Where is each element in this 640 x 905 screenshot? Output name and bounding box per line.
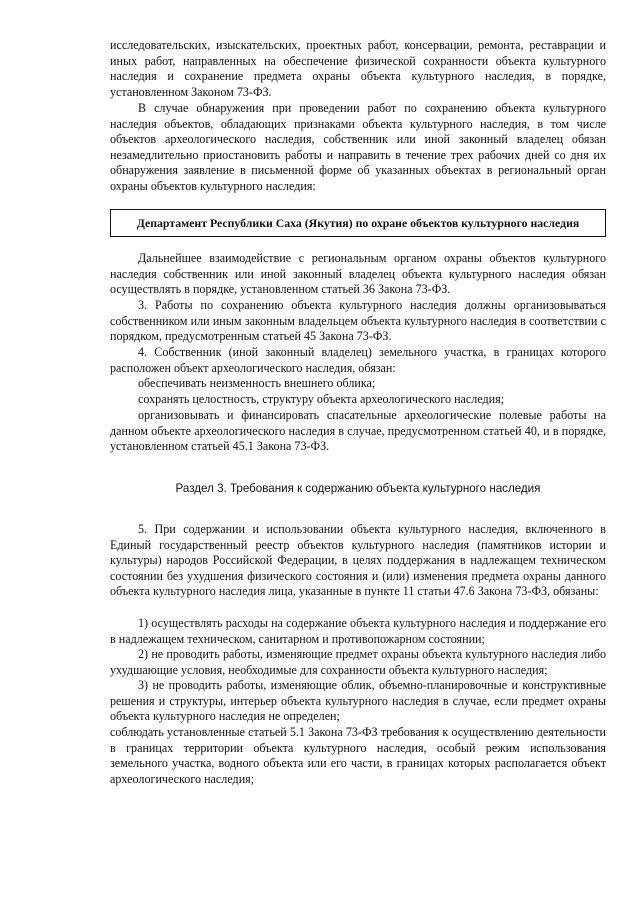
- paragraph-sub-1: 1) осуществлять расходы на содержание объекта культурного наследия и поддержание его в надлежащем техническом, санитарном и противопожарном состоянии;: [110, 616, 606, 646]
- agency-name: Департамент Республики Саха (Якутия) по охране объектов культурного наследия: [136, 215, 580, 230]
- agency-box: [110, 209, 606, 237]
- paragraph-item-5: 5. При содержании и использовании объекта культурного наследия, включенного в Единый государственный реестр объектов культурного наследия (памятников истории и культуры) народов Российской Федерации, в целях поддержания в надлежащем техническом состоянии без ухудшения физического состояния и (или) изменения предмета охраны данного объекта культурного наследия лица, указанные в пункте 11 статьи 47.6 Закона 73-ФЗ, обязаны:: [110, 522, 606, 599]
- paragraph-item-4-c: организовывать и финансировать спасательные археологические полевые работы на данном объекте археологического наследия в случае, предусмотренном статьей 40, и в порядке, установленном статьей 45.1 Закона 73-ФЗ.: [110, 408, 606, 454]
- section-3-heading: Раздел 3. Требования к содержанию объекта культурного наследия: [175, 482, 541, 495]
- paragraph-sub-2: 2) не проводить работы, изменяющие предмет охраны объекта культурного наследия либо ухудшающие условия, необходимые для сохранности объекта культурного наследия;: [110, 647, 606, 677]
- paragraph-top: исследовательских, изыскательских, проектных работ, консервации, ремонта, реставрации и иных работ, направленных на обеспечение физической сохранности объекта культурного наследия и сохранение предмета охраны объекта культурного наследия, в порядке, установленном Законом 73-ФЗ.: [110, 38, 606, 99]
- paragraph-item-4: 4. Собственник (иной законный владелец) земельного участка, в границах которого расположен объект археологического наследия, обязан:: [110, 345, 606, 375]
- paragraph-further: Дальнейшее взаимодействие с региональным органом охраны объектов культурного наследия собственник или иной законный владелец объекта культурного наследия обязан осуществлять в порядке, установленном статьей 36 Закона 73-ФЗ.: [110, 251, 606, 297]
- paragraph-item-3: 3. Работы по сохранению объекта культурного наследия должны организовываться собственником или иным законным владельцем объекта культурного наследия в соответствии с порядком, предусмотренным статьей 45 Закона 73-ФЗ.: [110, 298, 606, 344]
- paragraph-sub-4: соблюдать установленные статьей 5.1 Закона 73-ФЗ требования к осуществлению деятельности в границах территории объекта культурного наследия, особый режим использования земельного участка, водного объекта или его части, в границах которых располагается объект археологического наследия;: [110, 725, 606, 786]
- paragraph-item-4-a: обеспечивать неизменность внешнего облика;: [138, 376, 376, 390]
- paragraph-discovery: В случае обнаружения при проведении работ по сохранению объекта культурного наследия объектов, обладающих признаками объекта культурного наследия, в том числе объектов археологического наследия, собственник или иной законный владелец обязан незамедлительно приостановить работы и направить в течение трех рабочих дней со дня их обнаружения заявление в письменной форме об указанных объектах в региональный орган охраны объектов культурного наследия:: [110, 101, 606, 193]
- paragraph-sub-3: 3) не проводить работы, изменяющие облик, объемно-планировочные и конструктивные решения и структуры, интерьер объекта культурного наследия в случае, если предмет охраны объекта культурного наследия не определен;: [110, 678, 606, 724]
- paragraph-item-4-b: сохранять целостность, структуру объекта археологического наследия;: [138, 392, 505, 406]
